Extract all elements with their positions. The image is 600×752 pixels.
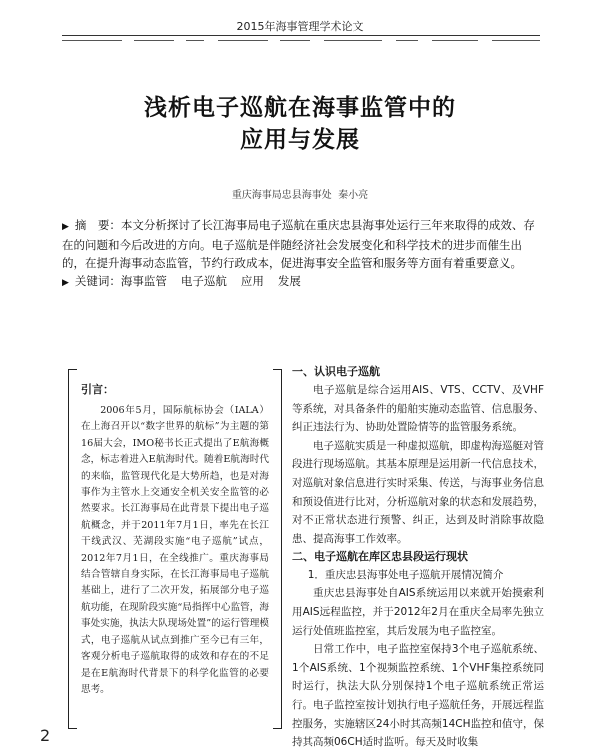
body-paragraph: 日常工作中，电子监控室保持3个电子巡航系统、1个AIS系统、1个视频监控系统、1个VHF集控系统同时运行，执法大队分别保持1个电子巡航系统正常运行。电子监控室按计划执行电子巡航任务，开展远程监控服务，实施辖区24小时其高频14CH监控和值守，保持其高频06CH适时监听。每天及时收集 [292,643,544,749]
keyword: 电子巡航 [180,274,227,288]
triangle-bullet-icon: ▶ [62,222,69,232]
subsection-heading: 1．重庆忠县海事处电子巡航开展情况简介 [307,569,504,582]
sidebar-body: 2006年5月，国际航标协会（IALA）在上海召开以“数字世界的航标”为主题的第16届大会，IMO秘书长正式提出了E航海概念，标志着进入E航海时代。随着E航海时代的来临，监管现代化是大势所趋，也是对海事作为主管水上交通安全机关安全监管的必然要求。长江海事局在此背景下提出电子巡航概念，并于2011年7月1日，率先在长江干线武汉、芜湖段实施“电子巡航”试点，2012年7月1日，在全线推广。重庆海事局结合管辖自身实际，在长江海事局电子巡航基础上，进行了二次开发，拓展部分电子巡航功能，在现阶段实施“局指挥中心监管，海事处实施，执法大队现场处置”的运行管理模式，电子巡航从试点到推广至今已有三年，客观分析电子巡航取得的成效和存在的不足是在E航海时代背景下的科学化监管的必要思考。 [81,405,269,695]
author-line [0,186,600,201]
header-rule [62,35,540,36]
affiliation: 重庆海事局忠县海事处 [231,190,332,201]
section-heading: 二、电子巡航在库区忠县段运行现状 [292,550,468,564]
keyword: 发展 [277,274,301,288]
body-paragraph: 电子巡航实质是一种虚拟巡航，即虚构海巡艇对管段进行现场巡航。其基本原理是运用新一代信息技术，对巡航对象信息进行实时采集、传送，与海事业务信息和预设值进行比对，分析巡航对象的状态和发展趋势，对不正常状态进行预警、纠正，达到及时消除事故隐患、提高海事工作效率。 [292,439,544,545]
sidebar-heading: 引言： [81,383,114,396]
triangle-bullet-icon: ▶ [62,278,69,288]
section-heading: 一、认识电子巡航 [292,365,380,378]
body-paragraph: 电子巡航是综合运用AIS、VTS、CCTV、及VHF等系统，对具备条件的船舶实施动态监管、信息服务、纠正违法行为、协助处置险情等的监管服务系统。 [292,384,544,434]
title-line-2: 应用与发展 [240,127,360,153]
page-number: 2 [40,726,51,745]
abstract-label: 摘 要： [74,218,121,232]
body-column [292,363,544,752]
keywords-row [62,272,542,292]
introduction-sidebar [68,369,282,729]
bracket-corner [69,728,77,729]
bracket-corner [69,369,77,370]
running-head: 2015年海事管理学术论文 [236,20,364,33]
abstract-block [62,216,542,292]
bracket-corner [273,728,281,729]
keyword: 海事监管 [120,274,167,288]
bracket-corner [273,369,281,370]
keyword: 应用 [240,274,264,288]
article-title [0,92,600,156]
author-name: 秦小亮 [338,190,369,201]
body-paragraph: 重庆忠县海事处自AIS系统运用以来就开始摸索利用AIS远程监控，并于2012年2月在重庆全局率先独立运行处值班监控室，其后发展为电子监控室。 [292,587,544,637]
abstract-paragraph [62,216,542,272]
header-dash-rule [62,40,540,43]
abstract-text: 本文分析探讨了长江海事局电子巡航在重庆忠县海事处运行三年来取得的成效、存在的问题和今后改进的方向。电子巡航是伴随经济社会发展变化和科学技术的进步而催生出的，在提升海事动态监管，节约行政成本，促进海事安全监管和服务等方面有着重要意义。 [62,218,535,270]
keywords-label: 关键词： [74,274,121,288]
title-line-1: 浅析电子巡航在海事监管中的 [144,95,456,121]
